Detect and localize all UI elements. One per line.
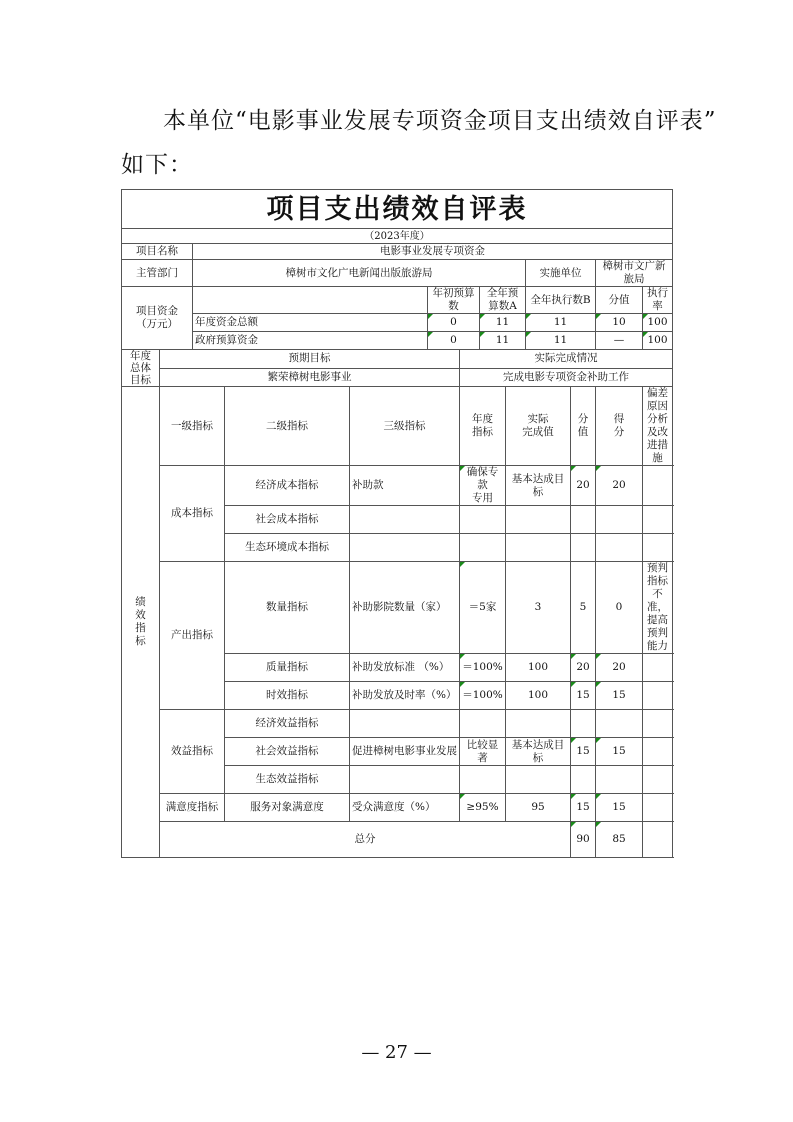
cost-label: 成本指标 <box>160 466 225 562</box>
header-score-value: 分 值 <box>571 387 596 466</box>
fund-row-total-rate: 100 <box>643 314 673 332</box>
actual-cell <box>506 534 571 562</box>
score-cell: 0 <box>596 562 643 654</box>
l2-cell: 生态环境成本指标 <box>225 534 350 562</box>
reason-cell: 预判指标不 准，提高预判 能力 <box>643 562 673 654</box>
fund-header-annual-a: 全年预算数A <box>480 287 526 314</box>
annual-cell: ≥95% <box>460 794 506 822</box>
score-cell <box>596 506 643 534</box>
actual-cell <box>506 506 571 534</box>
perf-label: 绩 效 指 标 <box>122 387 160 858</box>
score-cell: 20 <box>596 654 643 682</box>
fund-row-total-initial: 0 <box>428 314 480 332</box>
fund-row-total-exec: 11 <box>526 314 596 332</box>
l2-cell: 经济效益指标 <box>225 710 350 738</box>
score-cell <box>596 534 643 562</box>
value-cell: 20 <box>571 466 596 506</box>
reason-cell <box>643 794 673 822</box>
total-value: 90 <box>571 822 596 858</box>
score-cell: 15 <box>596 794 643 822</box>
header-actual-value: 实际 完成值 <box>506 387 571 466</box>
performance-evaluation-table <box>121 189 673 858</box>
fund-row-total-label: 年度资金总额 <box>193 314 428 332</box>
fund-row-gov-label: 政府预算资金 <box>193 332 428 350</box>
l2-cell: 经济成本指标 <box>225 466 350 506</box>
l3-cell <box>350 766 460 794</box>
actual-cell: 基本达成目标 <box>506 466 571 506</box>
value-cell <box>571 710 596 738</box>
l3-cell: 促进樟树电影事业发展 <box>350 738 460 766</box>
reason-cell <box>643 766 673 794</box>
reason-cell <box>643 654 673 682</box>
score-cell: 15 <box>596 682 643 710</box>
annual-cell: ＝100% <box>460 682 506 710</box>
annual-cell: 确保专款 专用 <box>460 466 506 506</box>
header-reason: 偏差原因分析 及改进措施 <box>643 387 673 466</box>
value-cell: 15 <box>571 682 596 710</box>
l2-cell: 生态效益指标 <box>225 766 350 794</box>
reason-cell <box>643 534 673 562</box>
output-label: 产出指标 <box>160 562 225 710</box>
actual-cell: 100 <box>506 682 571 710</box>
l3-cell: 补助发放标准 （%） <box>350 654 460 682</box>
fund-row-total-annual: 11 <box>480 314 526 332</box>
total-reason <box>643 822 673 858</box>
l2-cell: 服务对象满意度 <box>225 794 350 822</box>
dept-value: 樟树市文化广电新闻出版旅游局 <box>193 260 526 287</box>
header-level2: 二级指标 <box>225 387 350 466</box>
annual-cell: ＝5家 <box>460 562 506 654</box>
page-number: — 27 — <box>361 1042 432 1063</box>
project-name: 电影事业发展专项资金 <box>193 244 673 260</box>
fund-header-value: 分值 <box>596 287 643 314</box>
reason-cell <box>643 506 673 534</box>
fund-header-rate: 执行率 <box>643 287 673 314</box>
header-annual: 年度 指标 <box>460 387 506 466</box>
table-year: （2023年度） <box>122 229 673 244</box>
value-cell <box>571 506 596 534</box>
total-score: 85 <box>596 822 643 858</box>
actual-cell <box>506 710 571 738</box>
fund-blank-header <box>193 287 428 314</box>
intro-line-1: 本单位“电影事业发展专项资金项目支出绩效自评表” <box>163 108 717 134</box>
value-cell: 5 <box>571 562 596 654</box>
fund-row-gov-annual: 11 <box>480 332 526 350</box>
annual-cell <box>460 766 506 794</box>
actual-goal: 完成电影专项资金补助工作 <box>460 368 673 387</box>
l2-cell: 数量指标 <box>225 562 350 654</box>
l3-cell <box>350 506 460 534</box>
satisfaction-label: 满意度指标 <box>160 794 225 822</box>
l2-cell: 社会成本指标 <box>225 506 350 534</box>
header-level1: 一级指标 <box>160 387 225 466</box>
value-cell: 15 <box>571 738 596 766</box>
intro-line-2: 如下： <box>121 152 193 178</box>
actual-cell: 100 <box>506 654 571 682</box>
total-label: 总分 <box>160 822 571 858</box>
fund-row-gov-exec: 11 <box>526 332 596 350</box>
fund-row-gov-rate: 100 <box>643 332 673 350</box>
reason-cell <box>643 710 673 738</box>
reason-cell <box>643 738 673 766</box>
l3-cell <box>350 710 460 738</box>
value-cell: 20 <box>571 654 596 682</box>
reason-cell <box>643 466 673 506</box>
annual-cell: 比较显著 <box>460 738 506 766</box>
annual-cell: ＝100% <box>460 654 506 682</box>
fund-header-initial: 年初预算数 <box>428 287 480 314</box>
header-score: 得 分 <box>596 387 643 466</box>
value-cell: 15 <box>571 794 596 822</box>
l3-cell: 补助款 <box>350 466 460 506</box>
l3-cell <box>350 534 460 562</box>
l3-cell: 受众满意度（%） <box>350 794 460 822</box>
fund-row-total-value: 10 <box>596 314 643 332</box>
impl-label: 实施单位 <box>526 260 596 287</box>
l2-cell: 质量指标 <box>225 654 350 682</box>
dept-label: 主管部门 <box>122 260 193 287</box>
fund-row-gov-initial: 0 <box>428 332 480 350</box>
expected-goal: 繁荣樟树电影事业 <box>160 368 460 387</box>
impl-value: 樟树市文广新旅局 <box>596 260 673 287</box>
fund-label: 项目资金 （万元） <box>122 287 193 350</box>
l3-cell: 补助影院数量（家） <box>350 562 460 654</box>
score-cell: 20 <box>596 466 643 506</box>
expected-label: 预期目标 <box>160 350 460 369</box>
actual-label: 实际完成情况 <box>460 350 673 369</box>
reason-cell <box>643 682 673 710</box>
table-title: 项目支出绩效自评表 <box>122 190 673 229</box>
l2-cell: 社会效益指标 <box>225 738 350 766</box>
actual-cell <box>506 766 571 794</box>
annual-cell <box>460 534 506 562</box>
actual-cell: 95 <box>506 794 571 822</box>
l2-cell: 时效指标 <box>225 682 350 710</box>
l3-cell: 补助发放及时率（%） <box>350 682 460 710</box>
score-cell <box>596 766 643 794</box>
annual-cell <box>460 506 506 534</box>
goal-label: 年度 总体 目标 <box>122 350 160 387</box>
annual-cell <box>460 710 506 738</box>
benefit-label: 效益指标 <box>160 710 225 794</box>
actual-cell: 基本达成目标 <box>506 738 571 766</box>
fund-header-exec-b: 全年执行数B <box>526 287 596 314</box>
score-cell <box>596 710 643 738</box>
project-name-label: 项目名称 <box>122 244 193 260</box>
value-cell <box>571 534 596 562</box>
value-cell <box>571 766 596 794</box>
actual-cell: 3 <box>506 562 571 654</box>
fund-row-gov-value: — <box>596 332 643 350</box>
score-cell: 15 <box>596 738 643 766</box>
header-level3: 三级指标 <box>350 387 460 466</box>
